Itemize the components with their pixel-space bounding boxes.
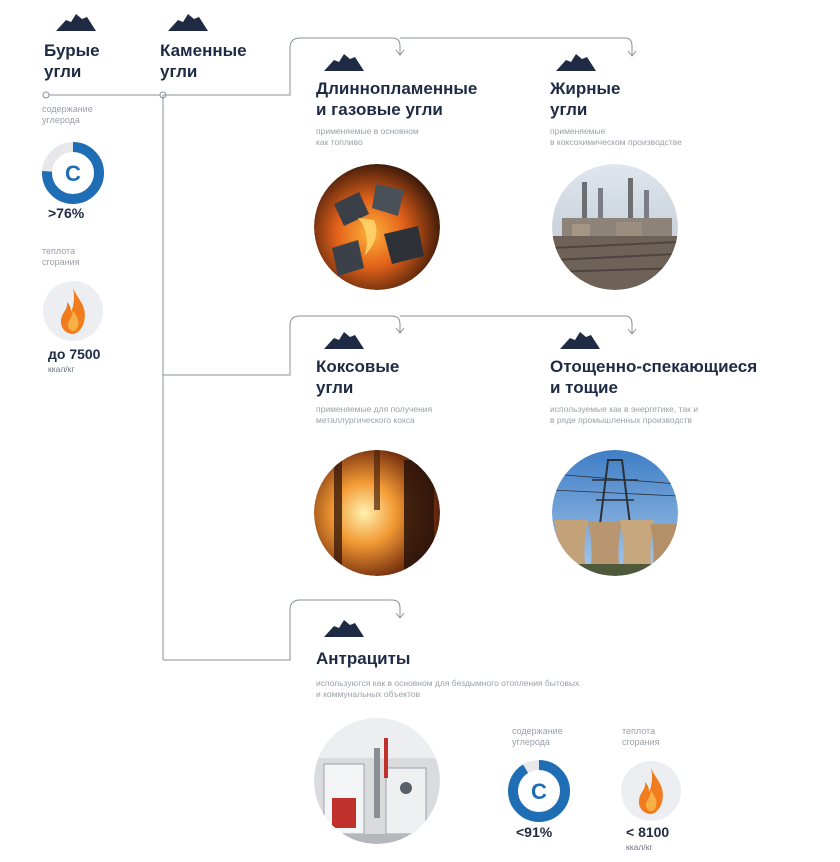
- flame-icon: [618, 758, 684, 824]
- brown-heat-value: до 7500: [48, 346, 101, 362]
- photo-boiler-room: [314, 718, 440, 844]
- coal-pile-icon: [54, 10, 98, 32]
- type-title-long-flame: Длиннопламенные и газовые угли: [316, 79, 478, 119]
- anthracite-heat-value: < 8100: [626, 824, 670, 840]
- coal-pile-icon: [322, 616, 366, 638]
- carbon-gauge-icon: [506, 758, 572, 824]
- carbon-symbol: C: [531, 779, 547, 804]
- anthracite-carbon-value: <91%: [516, 824, 553, 840]
- coal-pile-icon: [322, 328, 366, 350]
- hard-coal-title: Каменные угли: [160, 41, 247, 81]
- brown-heat-unit: ккал/кг: [48, 364, 75, 374]
- type-title-lean: Отощенно-спекающиеся и тощие: [550, 357, 758, 397]
- anthracite-heat-label: теплота сгорания: [622, 726, 660, 747]
- type-title-coking: Коксовые угли: [316, 357, 400, 397]
- photo-power-plant: [552, 450, 678, 576]
- coal-pile-icon: [558, 328, 602, 350]
- flame-icon: [40, 278, 106, 344]
- type-title-fat: Жирные угли: [550, 79, 621, 119]
- type-desc-lean: используемые как в энергетике, так и в ряде промышленных производств: [550, 404, 698, 425]
- brown-carbon-value: >76%: [48, 205, 85, 221]
- coal-pile-icon: [322, 50, 366, 72]
- anthracite-carbon-label: содержание углерода: [512, 726, 563, 747]
- photo-industrial-plant: [552, 164, 678, 290]
- type-desc-fat: применяемые в коксохимическом производстве: [550, 126, 682, 147]
- brown-heat-label: теплота сгорания: [42, 246, 80, 267]
- anthracite-heat-unit: ккал/кг: [626, 842, 653, 852]
- brown-carbon-label: содержание углерода: [42, 104, 93, 125]
- type-desc-coking: применяемые для получения металлургического кокса: [316, 404, 433, 425]
- photo-furnace: [314, 450, 440, 576]
- carbon-symbol: C: [65, 161, 81, 186]
- coal-pile-icon: [166, 10, 210, 32]
- anthracite-desc: используются как в основном для бездымного отопления бытовых и коммунальных объектов: [316, 678, 580, 699]
- brown-coal-title: Бурые угли: [44, 41, 100, 81]
- coal-pile-icon: [554, 50, 598, 72]
- photo-burning-coal: [314, 164, 440, 290]
- carbon-gauge-icon: [40, 140, 106, 206]
- anthracite-title: Антрациты: [316, 649, 411, 668]
- type-desc-long-flame: применяемые в основном как топливо: [316, 126, 419, 147]
